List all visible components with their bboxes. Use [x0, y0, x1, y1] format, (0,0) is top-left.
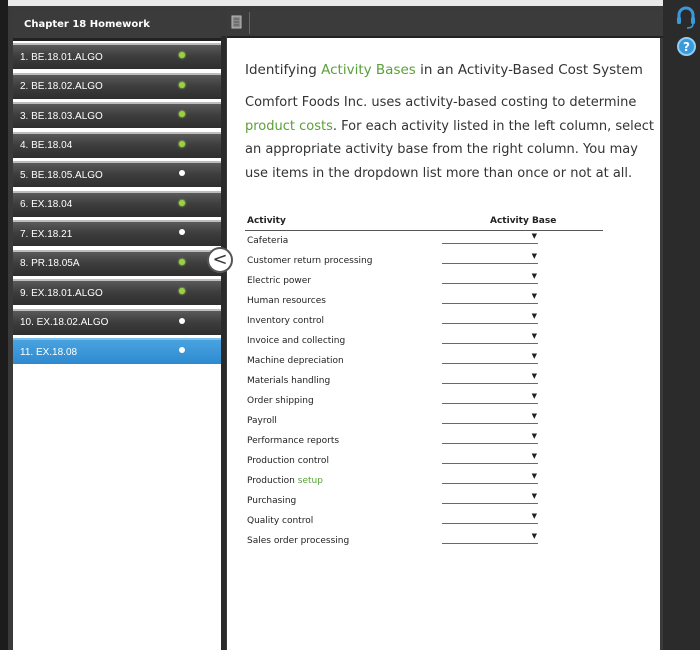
table-row: [245, 451, 603, 471]
sidebar-question-item[interactable]: [13, 309, 221, 335]
description-text: Comfort Foods Inc. uses activity-based costing to determine: [245, 95, 637, 110]
activity-base-dropdown[interactable]: [442, 512, 538, 524]
question-description: [245, 91, 655, 185]
activity-text: Invoice and collecting: [247, 336, 346, 346]
sidebar-question-label: 10. EX.18.02.ALGO: [20, 317, 109, 328]
sidebar-question-item[interactable]: [13, 338, 221, 364]
sidebar-question-label: 4. BE.18.04: [20, 140, 73, 151]
activity-label: [247, 416, 277, 426]
title-text-suffix: in an Activity-Based Cost System: [415, 62, 643, 78]
activity-label: [247, 496, 296, 506]
activity-base-dropdown[interactable]: [442, 392, 538, 404]
dropdown-arrow-icon: ▼: [531, 312, 537, 320]
table-row: [245, 351, 603, 371]
sidebar-question-label: 9. EX.18.01.ALGO: [20, 287, 103, 299]
activity-label: [247, 436, 339, 446]
table-row: [245, 431, 603, 451]
activity-label: [247, 276, 311, 286]
document-icon[interactable]: [231, 15, 243, 29]
table-row: [245, 331, 603, 351]
sidebar-question-item[interactable]: [13, 191, 221, 217]
sidebar-question-label: 2. BE.18.02.ALGO: [20, 81, 103, 92]
table-row: [245, 291, 603, 311]
activity-label: [247, 516, 313, 526]
activity-base-dropdown[interactable]: [442, 372, 538, 384]
status-dot-icon: [179, 200, 185, 206]
activity-label: [247, 396, 314, 406]
dropdown-arrow-icon: ▼: [531, 512, 537, 520]
question-content: [227, 38, 660, 650]
activity-label: [247, 236, 288, 246]
sidebar-question-label: 1. BE.18.01.ALGO: [20, 51, 103, 63]
activity-label: [247, 296, 326, 306]
activity-base-dropdown[interactable]: [442, 412, 538, 424]
table-row: [245, 531, 603, 551]
activity-text: Customer return processing: [247, 256, 373, 266]
dropdown-arrow-icon: ▼: [531, 352, 537, 360]
status-dot-icon: [179, 259, 185, 265]
table-row: [245, 491, 603, 511]
activity-label: [247, 336, 345, 346]
status-dot-icon: [179, 288, 185, 294]
activity-label: [247, 356, 344, 366]
dropdown-arrow-icon: ▼: [531, 492, 537, 500]
table-row: [245, 391, 603, 411]
dropdown-arrow-icon: ▼: [531, 432, 537, 440]
sidebar-question-item[interactable]: [13, 220, 221, 246]
table-row: [245, 411, 603, 431]
question-title: [245, 62, 643, 78]
column-header-activity-base: Activity Base: [490, 216, 557, 226]
status-dot-icon: [179, 229, 185, 235]
description-text-continued: . For each activity listed in the left column, select an appropriate activity base from the right column. You may use items in the dropdown list more than once or not at all.: [245, 118, 654, 181]
activity-base-dropdown[interactable]: [442, 232, 538, 244]
dropdown-arrow-icon: ▼: [531, 532, 537, 540]
activity-text: Human resources: [247, 296, 326, 306]
sidebar-question-label: 8. PR.18.05A: [20, 258, 80, 269]
table-row: [245, 231, 603, 251]
activity-label: [247, 536, 349, 546]
dropdown-arrow-icon: ▼: [531, 232, 537, 240]
activity-base-dropdown[interactable]: [442, 332, 538, 344]
status-dot-icon: [179, 318, 185, 324]
activity-text: Production: [247, 476, 298, 486]
dropdown-arrow-icon: ▼: [531, 252, 537, 260]
status-dot-icon: [179, 170, 185, 176]
sidebar-question-label: 11. EX.18.08: [20, 346, 78, 358]
sidebar-question-label: 7. EX.18.21: [20, 228, 73, 240]
window-left-edge: [0, 0, 8, 650]
setup-link[interactable]: setup: [297, 476, 323, 486]
activity-text: Performance reports: [247, 436, 340, 446]
sidebar-question-item[interactable]: [13, 132, 221, 158]
activity-base-dropdown[interactable]: [442, 532, 538, 544]
activity-text: Machine depreciation: [247, 356, 344, 366]
table-header: [245, 214, 603, 231]
sidebar-question-item[interactable]: [13, 73, 221, 99]
chevron-left-icon: <: [212, 249, 228, 270]
activity-text: Purchasing: [247, 496, 297, 506]
activity-text: Order shipping: [247, 396, 314, 406]
sidebar-question-item[interactable]: [13, 102, 221, 128]
status-dot-icon: [179, 52, 185, 58]
dropdown-arrow-icon: ▼: [531, 272, 537, 280]
table-row: [245, 471, 603, 491]
question-sidebar: [13, 10, 221, 650]
activity-text: Payroll: [247, 416, 277, 426]
activity-base-dropdown[interactable]: [442, 252, 538, 264]
sidebar-question-label: 6. EX.18.04: [20, 199, 73, 210]
status-dot-icon: [179, 111, 185, 117]
activity-base-dropdown[interactable]: [442, 452, 538, 464]
sidebar-divider: [221, 36, 226, 650]
sidebar-question-item[interactable]: [13, 250, 221, 276]
table-row: [245, 311, 603, 331]
status-dot-icon: [179, 141, 185, 147]
activity-text: Quality control: [247, 516, 314, 526]
column-header-activity: Activity: [247, 216, 286, 226]
activity-text: Electric power: [247, 276, 312, 286]
activity-base-dropdown[interactable]: [442, 312, 538, 324]
help-icon[interactable]: [677, 37, 696, 56]
table-row: [245, 251, 603, 271]
sidebar-title: Chapter 18 Homework: [13, 10, 221, 41]
activity-bases-link[interactable]: Activity Bases: [321, 62, 416, 78]
toolbar: [227, 10, 663, 38]
table-row: [245, 371, 603, 391]
table-row: [245, 511, 603, 531]
activity-text: Materials handling: [247, 376, 331, 386]
status-dot-icon: [179, 347, 185, 353]
activity-label: [247, 316, 324, 326]
activity-text: Sales order processing: [247, 536, 350, 546]
activity-label: [247, 456, 329, 466]
dropdown-arrow-icon: ▼: [531, 472, 537, 480]
activity-table: [245, 214, 603, 551]
dropdown-arrow-icon: ▼: [531, 332, 537, 340]
collapse-sidebar-button[interactable]: [207, 247, 233, 273]
dropdown-arrow-icon: ▼: [531, 372, 537, 380]
activity-base-dropdown[interactable]: [442, 432, 538, 444]
sidebar-question-item[interactable]: [13, 43, 221, 69]
toolbar-separator: [249, 12, 250, 34]
headset-icon[interactable]: [676, 6, 696, 30]
help-glyph: ?: [683, 39, 690, 54]
activity-base-dropdown[interactable]: [442, 272, 538, 284]
activity-text: Inventory control: [247, 316, 325, 326]
sidebar-question-item[interactable]: [13, 279, 221, 305]
question-list: [13, 41, 221, 364]
sidebar-question-label: 5. BE.18.05.ALGO: [20, 169, 103, 181]
activity-base-dropdown[interactable]: [442, 492, 538, 504]
activity-text: Production control: [247, 456, 329, 466]
activity-base-dropdown[interactable]: [442, 292, 538, 304]
sidebar-question-label: 3. BE.18.03.ALGO: [20, 110, 103, 122]
activity-base-dropdown[interactable]: [442, 352, 538, 364]
activity-label: [247, 376, 330, 386]
table-row: [245, 271, 603, 291]
right-toolbar: [663, 0, 700, 650]
dropdown-arrow-icon: ▼: [531, 412, 537, 420]
sidebar-question-item[interactable]: [13, 161, 221, 187]
activity-label: [247, 476, 323, 486]
activity-label: [247, 256, 372, 266]
title-text: Identifying: [245, 62, 322, 78]
dropdown-arrow-icon: ▼: [531, 392, 537, 400]
table-body: [245, 231, 603, 551]
activity-text: Cafeteria: [247, 236, 289, 246]
status-dot-icon: [179, 82, 185, 88]
dropdown-arrow-icon: ▼: [531, 452, 537, 460]
product-costs-link[interactable]: product costs: [245, 118, 333, 134]
activity-base-dropdown[interactable]: [442, 472, 538, 484]
dropdown-arrow-icon: ▼: [531, 292, 537, 300]
